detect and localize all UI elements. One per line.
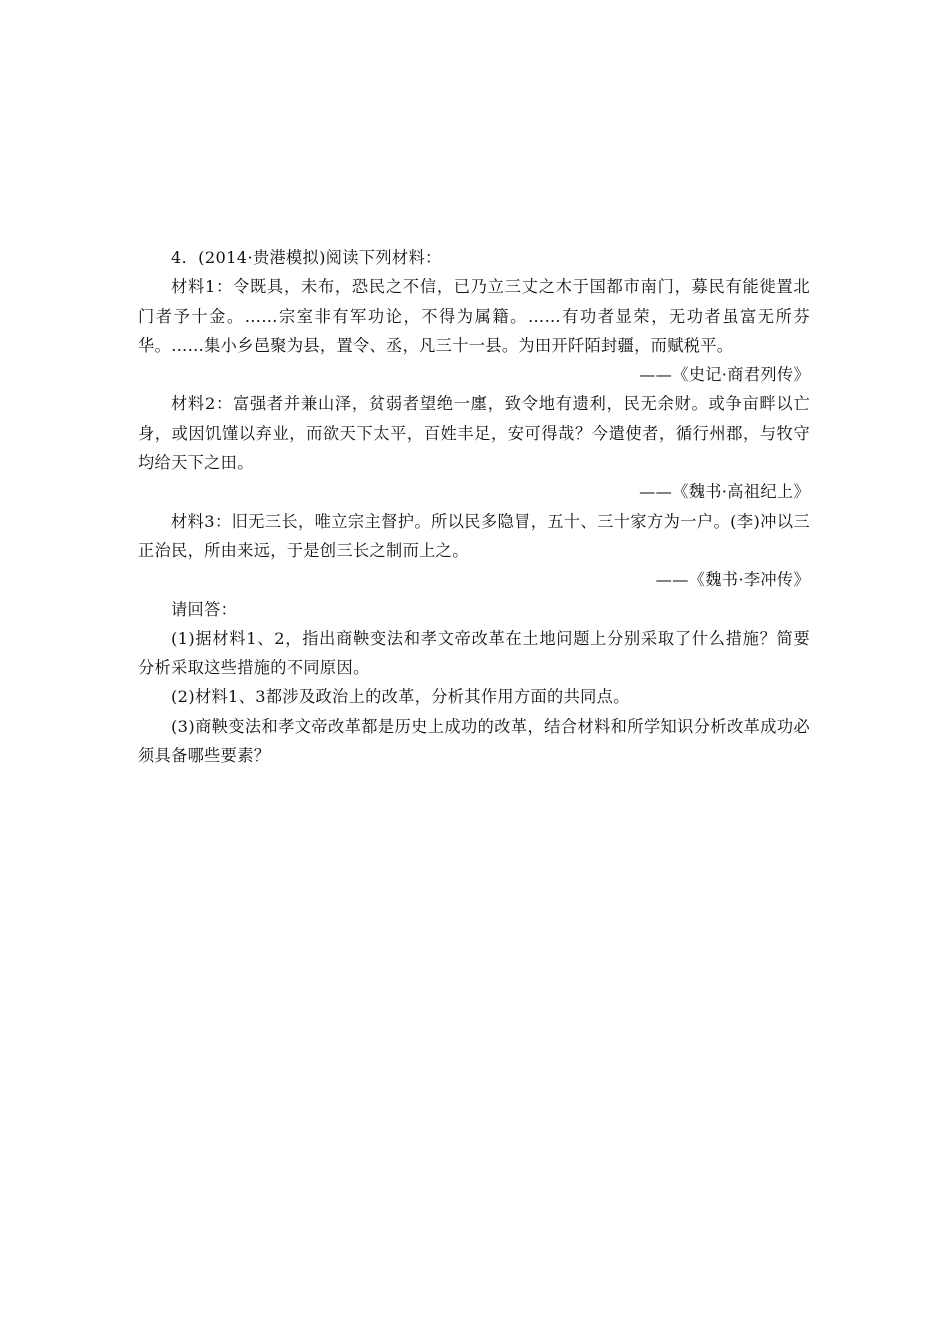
subquestion-3: (3)商鞅变法和孝文帝改革都是历史上成功的改革，结合材料和所学知识分析改革成功必须具备哪些要素？ (138, 716, 810, 766)
material-2-text: 材料2：富强者并兼山泽，贫弱者望绝一廛，致令地有遗利，民无余财。或争亩畔以亡身，或因饥馑以弃业，而欲天下太平，百姓丰足，安可得哉？今遣使者，循行州郡，与牧守均给天下之田。 (138, 394, 810, 473)
material-3-text: 材料3：旧无三长，唯立宗主督护。所以民多隐冒，五十、三十家方为一户。(李)冲以三正治民，所由来远，于是创三长之制而上之。 (138, 511, 810, 560)
material-2-source: ——《魏书·高祖纪上》 (639, 482, 810, 502)
subquestion-2: (2)材料1、3都涉及政治上的改革，分析其作用方面的共同点。 (171, 687, 630, 707)
material-1-source: ——《史记·商君列传》 (639, 365, 810, 385)
material-1-text: 材料1：令既具，未布，恐民之不信，已乃立三丈之木于国都市南门，募民有能徙置北门者予十金。……宗室非有军功论，不得为属籍。……有功者显荣，无功者虽富无所芬华。……集小乡邑聚为县，置令、丞，凡三十一县。为田开阡陌封疆，而赋税平。 (138, 277, 810, 355)
question-block (138, 243, 810, 770)
subquestion-1: (1)据材料1、2，指出商鞅变法和孝文帝改革在土地问题上分别采取了什么措施？简要分析采取这些措施的不同原因。 (138, 628, 810, 678)
material-3-source: ——《魏书·李冲传》 (655, 570, 810, 590)
question-header: 4．(2014·贵港模拟)阅读下列材料： (171, 248, 442, 267)
answer-prompt: 请回答： (171, 599, 238, 619)
